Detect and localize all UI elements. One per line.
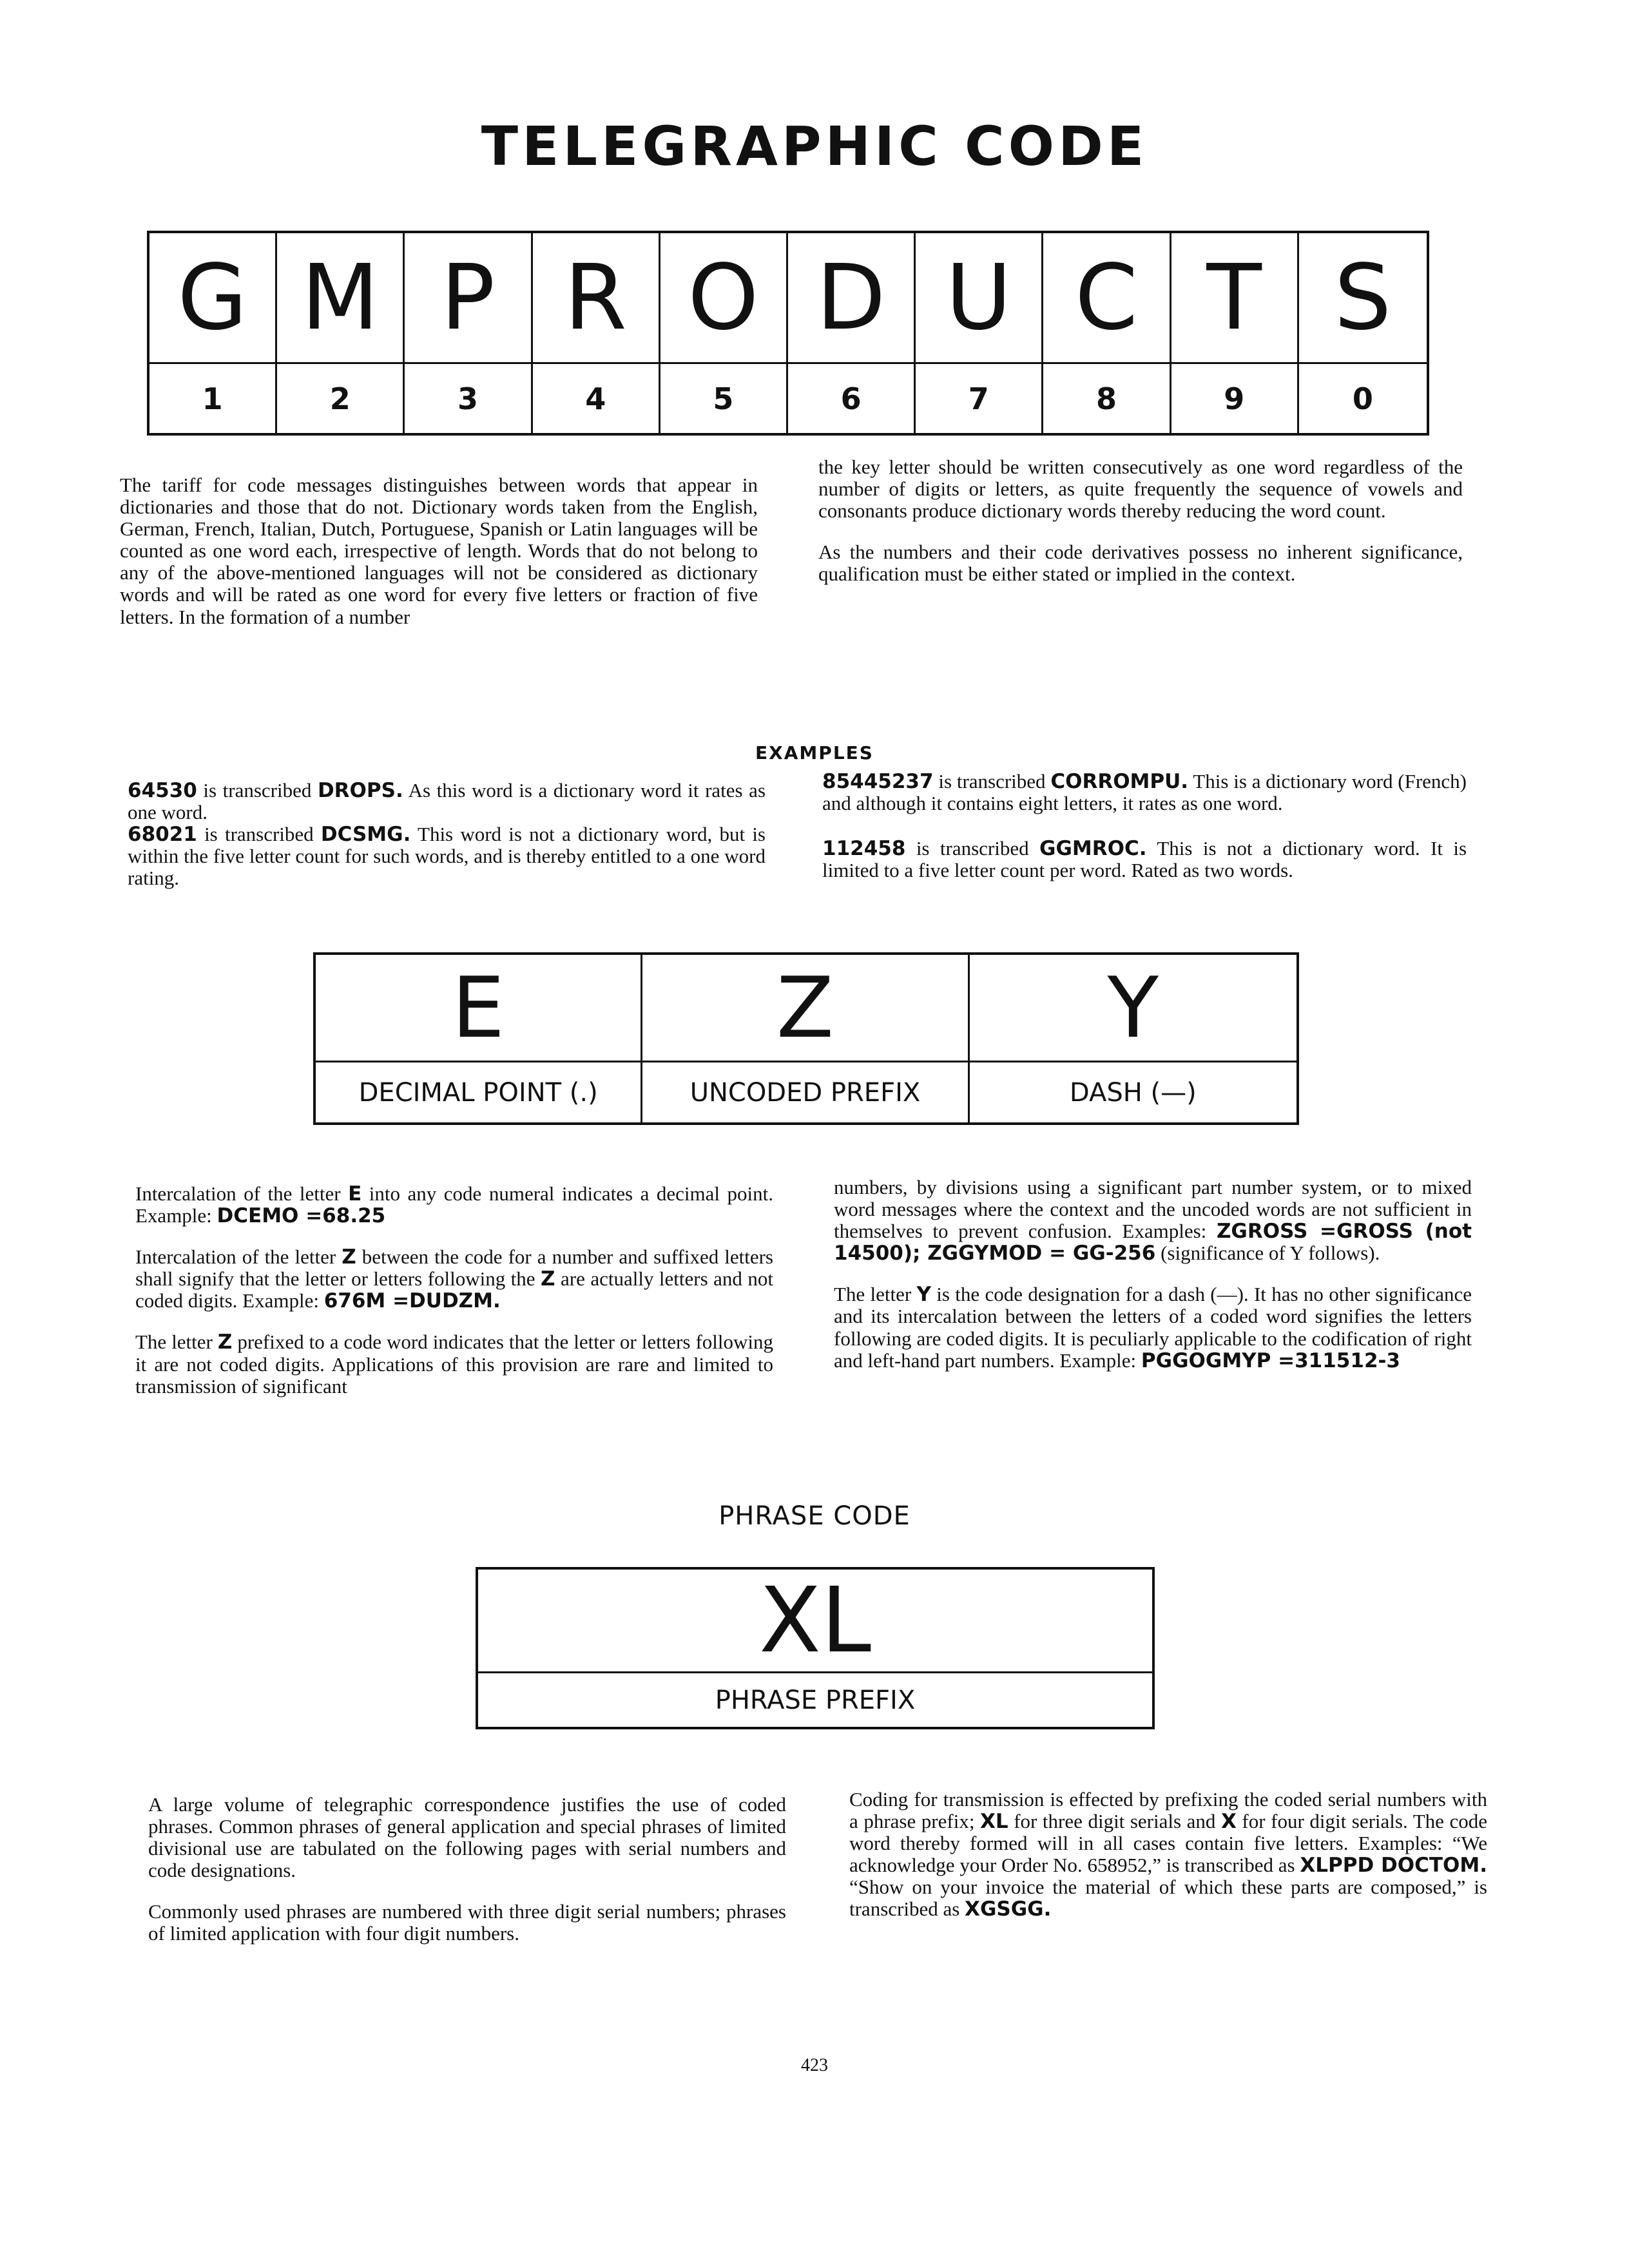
key-digit: 4	[585, 381, 606, 416]
examples-right-column	[822, 771, 1467, 881]
special-letter: Z	[642, 955, 967, 1062]
key-column	[1171, 233, 1299, 433]
key-digit: 5	[713, 381, 734, 416]
text: Coding for transmission is effected by prefixing the coded serial numbers with a phrase prefix;	[849, 1788, 1487, 1833]
example-code: DCSMG.	[320, 823, 411, 847]
key-letter: G	[149, 233, 275, 364]
special-column	[970, 955, 1296, 1122]
page-number: 423	[801, 2055, 828, 2075]
phrase-prefix-label: PHRASE PREFIX	[715, 1685, 916, 1715]
special-label: DASH (—)	[1069, 1077, 1197, 1108]
key-column	[788, 233, 916, 433]
key-letter: D	[788, 233, 914, 364]
example-text: This word is not a dictionary word, but is within the five letter count for such words, and is thereby entitled to a one word rating.	[128, 823, 766, 890]
code-example: 676M =DUDZM.	[323, 1289, 501, 1313]
example-number: 68021	[128, 823, 197, 847]
key-column	[149, 233, 277, 433]
example-text: is transcribed	[197, 823, 321, 846]
code-letter: Z	[342, 1245, 356, 1269]
example-text: As this word is a dictionary word it rates as one word.	[128, 779, 766, 824]
text: are actually letters and not coded digits. Example:	[135, 1267, 774, 1312]
code-example: XLPPD DOCTOM.	[1300, 1854, 1487, 1878]
code-letter: Z	[217, 1331, 233, 1354]
code-letter: Y	[916, 1283, 931, 1307]
key-column	[1043, 233, 1171, 433]
special-letter-table	[313, 952, 1299, 1125]
key-digit: 6	[840, 381, 862, 416]
key-column	[277, 233, 405, 433]
example-number: 85445237	[822, 770, 934, 793]
example-code: CORROMPU.	[1050, 770, 1189, 793]
phrase-paragraph	[849, 1789, 1487, 1921]
text: numbers, by divisions using a significant part number system, or to mixed word messages where the context and the uncoded words are not sufficient in themselves to prevent confusion. Examples:	[834, 1176, 1472, 1243]
text: between the code for a number and suffixed letters shall signify that the letter or letters following the	[135, 1245, 774, 1291]
special-label: UNCODED PREFIX	[689, 1077, 921, 1108]
intro-left-column	[120, 474, 758, 628]
intercalation-paragraph	[834, 1177, 1472, 1264]
text: for three digit serials and	[1008, 1810, 1221, 1833]
code-letter: XL	[980, 1810, 1008, 1834]
examples-heading: EXAMPLES	[755, 742, 874, 764]
intro-paragraph: the key letter should be written consecutively as one word regardless of the number of digits or letters, as quite frequently the sequence of vowels and consonants produce dictionary words thereby reducing the word count.	[818, 456, 1463, 523]
phrase-paragraph: A large volume of telegraphic correspondence justifies the use of coded phrases. Common phrases of general application and special phrases of limited divisional use are tabulated on the following pages with serial numbers and code designations.	[148, 1793, 786, 1882]
code-example: DCEMO =68.25	[217, 1204, 386, 1228]
key-column	[405, 233, 532, 433]
example-number: 112458	[822, 837, 906, 861]
key-digit: 9	[1224, 381, 1245, 416]
text: “Show on your invoice the material of which these parts are composed,” is transcribed as	[849, 1876, 1487, 1921]
phrase-right-column	[849, 1789, 1487, 1921]
text: for four digit serials. The code word thereby formed will in all cases contain five letters. Examples: “We acknowledge your Order No. 658952,” is transcribed as	[849, 1810, 1487, 1877]
key-letter: S	[1299, 233, 1427, 364]
intro-paragraph: As the numbers and their code derivatives possess no inherent significance, qualification must be either stated or implied in the context.	[818, 541, 1463, 586]
text: (significance of Y follows).	[1155, 1242, 1380, 1265]
example-code: GGMROC.	[1039, 837, 1147, 861]
special-letter: E	[316, 955, 641, 1062]
key-column	[1299, 233, 1427, 433]
special-column	[316, 955, 642, 1122]
intercalation-right-column	[834, 1177, 1472, 1372]
examples-left-column	[128, 780, 766, 889]
key-letter: M	[277, 233, 403, 364]
key-digit: 0	[1352, 381, 1373, 416]
intercalation-left-column	[135, 1183, 773, 1398]
phrase-paragraph: Commonly used phrases are numbered with three digit serial numbers; phrases of limited application with four digit numbers.	[148, 1900, 786, 1945]
page-title: TELEGRAPHIC CODE	[481, 115, 1148, 178]
code-letter: Z	[541, 1267, 555, 1291]
special-label: DECIMAL POINT (.)	[358, 1077, 598, 1108]
key-digit: 2	[329, 381, 351, 416]
text: The letter	[135, 1331, 218, 1354]
key-letter: O	[660, 233, 786, 364]
example-text: This is a dictionary word (French) and although it contains eight letters, it rates as one word.	[822, 770, 1467, 815]
text: prefixed to a code word indicates that the letter or letters following it are not coded digits. Applications of this provision are rare and limited to transmission of significant	[135, 1331, 773, 1398]
text: is the code designation for a dash (—). It has no other significance and its intercalation between the letters of a coded word signifies the letters following are coded digits. It is peculiarly applicable to the codification of right and left-hand part numbers. Example:	[834, 1283, 1472, 1372]
example-text: This is not a dictionary word. It is limited to a five letter count per word. Rated as two words.	[822, 837, 1467, 882]
key-column	[660, 233, 788, 433]
example-number: 64530	[128, 779, 197, 802]
special-column	[642, 955, 969, 1122]
code-example: ZGROSS =GROSS (not 14500); ZGGYMOD = GG-256	[834, 1220, 1472, 1265]
key-digit: 3	[457, 381, 478, 416]
code-example: PGGOGMYP =311512-3	[1141, 1349, 1400, 1372]
phrase-code-heading: PHRASE CODE	[718, 1501, 911, 1531]
key-letter: P	[405, 233, 530, 364]
example-text: is transcribed	[933, 770, 1051, 793]
intercalation-paragraph	[135, 1246, 773, 1312]
phrase-left-column	[148, 1794, 786, 1945]
text: Intercalation of the letter	[135, 1245, 342, 1269]
text: Intercalation of the letter	[135, 1182, 349, 1205]
intercalation-paragraph	[135, 1183, 773, 1227]
example-paragraph	[128, 823, 766, 889]
example-text: is transcribed	[905, 837, 1039, 860]
code-letter: X	[1220, 1810, 1237, 1834]
key-column	[533, 233, 660, 433]
code-example: XGSGG.	[965, 1898, 1052, 1921]
key-letter: U	[916, 233, 1041, 364]
example-text: is transcribed	[197, 779, 318, 802]
key-digit: 8	[1095, 381, 1117, 416]
key-letter: T	[1171, 233, 1297, 364]
key-letter-table	[147, 231, 1429, 436]
special-letter: Y	[970, 955, 1296, 1062]
intercalation-paragraph	[834, 1283, 1472, 1371]
code-letter: E	[348, 1182, 362, 1206]
key-digit: 1	[202, 381, 223, 416]
example-paragraph	[822, 838, 1467, 881]
key-column	[916, 233, 1043, 433]
example-paragraph	[128, 780, 766, 823]
text: into any code numeral indicates a decimal point. Example:	[135, 1182, 773, 1227]
example-code: DROPS.	[317, 779, 403, 802]
intercalation-paragraph	[135, 1331, 773, 1397]
text: The letter	[834, 1283, 917, 1306]
phrase-prefix-code: XL	[478, 1570, 1152, 1673]
intro-right-column	[818, 456, 1463, 585]
key-letter: C	[1043, 233, 1169, 364]
example-paragraph	[822, 771, 1467, 814]
phrase-prefix-table	[476, 1567, 1155, 1729]
key-letter: R	[533, 233, 659, 364]
intro-paragraph: The tariff for code messages distinguishes between words that appear in dictionaries and those that do not. Dictionary words taken from the English, German, French, Italian, Dutch, Portuguese, Spanish or Latin languages will be counted as one word each, irrespective of length. Words that do not belong to any of the above-mentioned languages will not be considered as dictionary words and will be rated as one word for every five letters or fraction of five letters. In the formation of a number	[120, 474, 758, 628]
key-digit: 7	[968, 381, 989, 416]
